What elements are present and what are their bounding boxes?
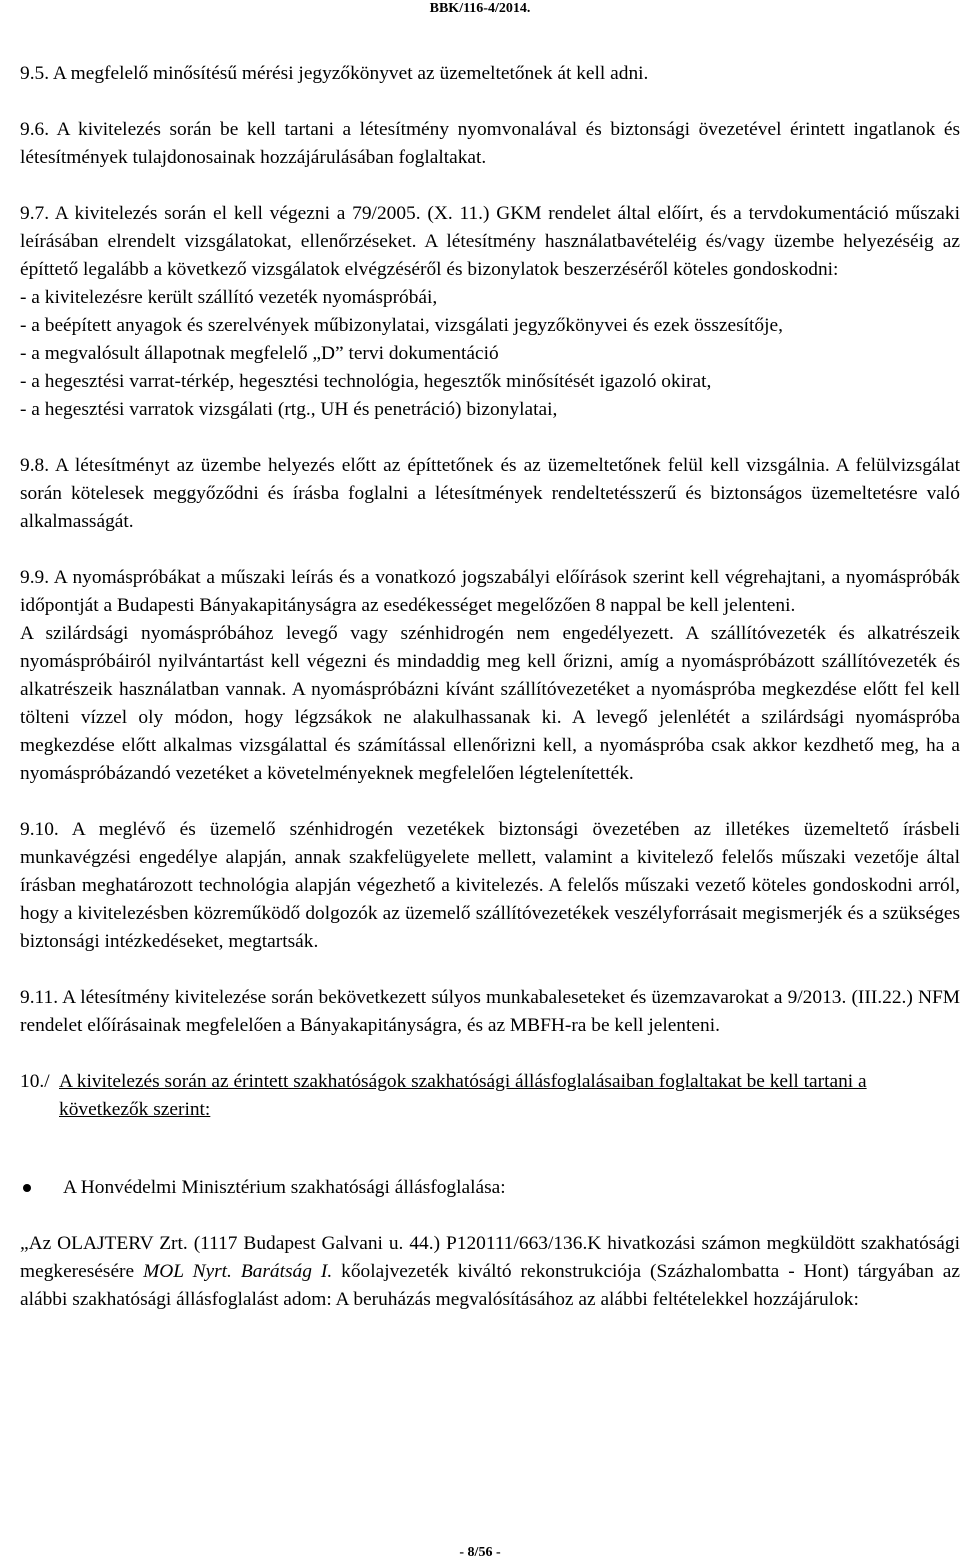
paragraph-9-8: 9.8. A létesítményt az üzembe helyezés előtt az építtetőnek és az üzemeltetőnek felül kell vizsgálnia. A felülvizsgálat során kötelesek meggyőződni és írásba foglalni a létesítmények rendeltetésszerű és biztonságos üzemeltetésre való alkalmasságát.	[20, 455, 960, 532]
list-item: - a hegesztési varrat-térkép, hegesztési technológia, hegesztők minősítését igazoló okirat,	[20, 371, 712, 392]
paragraph-9-6: 9.6. A kivitelezés során be kell tartani a létesítmény nyomvonalával és biztonsági övezetével érintett ingatlanok és létesítmények tulajdonosainak hozzájárulásában foglaltakat.	[20, 119, 960, 168]
bullet-text: A Honvédelmi Minisztérium szakhatósági állásfoglalása:	[63, 1177, 506, 1198]
pipeline-name: MOL Nyrt. Barátság I.	[143, 1261, 333, 1282]
paragraph-9-7: 9.7. A kivitelezés során el kell végezni a 79/2005. (X. 11.) GKM rendelet által előírt, és a tervdokumentáció műszaki leírásában elrendelt vizsgálatokat, ellenőrzéseket. A létesítmény használatbavételéig és/vagy üzembe helyezéséig az építtető legalább a következő vizsgálatok elvégzéséről és bizonylatok beszerzéséről köteles gondoskodni:	[20, 203, 960, 280]
list-item: - a beépített anyagok és szerelvények műbizonylatai, vizsgálati jegyzőkönyvei és ezek összesítője,	[20, 315, 783, 336]
paragraph-9-9: 9.9. A nyomáspróbákat a műszaki leírás és a vonatkozó jogszabályi előírások szerint kell végrehajtani, a nyomáspróbák időpontját a Budapesti Bányakapitányságra az esedékességet megelőzően 8 nappal be kell jelenteni.	[20, 567, 960, 616]
document-body	[20, 60, 960, 1314]
requirements-list	[20, 284, 960, 424]
list-item: - a megvalósult állapotnak megfelelő „D” tervi dokumentáció	[20, 343, 499, 364]
list-item: - a hegesztési varratok vizsgálati (rtg., UH és penetráció) bizonylatai,	[20, 399, 558, 420]
section-10-title: A kivitelezés során az érintett szakhatóságok szakhatósági állásfoglalásaiban foglaltakat be kell tartani a következők szerint:	[59, 1071, 867, 1120]
bullet-icon	[23, 1184, 31, 1192]
paragraph-9-9-continued: A szilárdsági nyomáspróbához levegő vagy szénhidrogén nem engedélyezett. A szállítóvezeték és alkatrészeik nyomáspróbáiról nyilvántartást kell végezni és mindaddig meg kell őrizni, amíg a nyomáspróbázott szállítóvezeték és alkatrészeik használatban vannak. A nyomáspróbázni kívánt szállítóvezetéket a nyomáspróba megkezdése előtt fel kell tölteni vízzel oly módon, hogy légzsákok ne alakulhassanak ki. A levegő jelenlétét a szilárdsági nyomáspróba megkezdése előtt alkalmas vizsgálattal és számítással ellenőrizni kell, a nyomáspróba csak akkor kezdhető meg, ha a nyomáspróbázandó vezetéket a követelményeknek megfelelően légtelenítették.	[20, 623, 960, 784]
paragraph-9-10: 9.10. A meglévő és üzemelő szénhidrogén vezetékek biztonsági övezetében az illetékes üzemeltető írásbeli munkavégzési engedélye alapján, annak szakfelügyelete mellett, valamint a kivitelező felelős műszaki vezetője által írásban meghatározott technológia alapján végezhető a kivitelezés. A felelős műszaki vezető köteles gondoskodni arról, hogy a kivitelezésben közreműködő dolgozók az üzemelő szállítóvezetékek veszélyforrásait megismerjék és a szükséges biztonsági intézkedéseket, megtartsák.	[20, 819, 960, 952]
bullet-item	[20, 1174, 960, 1202]
document-id-header: BBK/116-4/2014.	[429, 1, 531, 16]
section-10-heading	[20, 1068, 960, 1124]
page-number: - 8/56 -	[459, 1545, 501, 1560]
authority-statement: „Az OLAJTERV Zrt. (1117 Budapest Galvani u. 44.) P120111/663/136.K hivatkozási számon megküldött szakhatósági megkeresésére MOL Nyrt. Barátság I. kőolajvezeték kiváltó rekonstrukciója (Százhalombatta - Hont) tárgyában az alábbi szakhatósági állásfoglalást adom: A beruházás megvalósításához az alábbi feltételekkel hozzájárulok:	[20, 1233, 960, 1310]
list-item: - a kivitelezésre került szállító vezeték nyomáspróbái,	[20, 287, 438, 308]
section-10-number: 10./	[20, 1071, 50, 1092]
paragraph-9-5: 9.5. A megfelelő minősítésű mérési jegyzőkönyvet az üzemeltetőnek át kell adni.	[20, 63, 649, 84]
paragraph-9-11: 9.11. A létesítmény kivitelezése során bekövetkezett súlyos munkabaleseteket és üzemzavarokat a 9/2013. (III.22.) NFM rendelet előírásainak megfelelően a Bányakapitányságra, és az MBFH-ra be kell jelenteni.	[20, 987, 960, 1036]
